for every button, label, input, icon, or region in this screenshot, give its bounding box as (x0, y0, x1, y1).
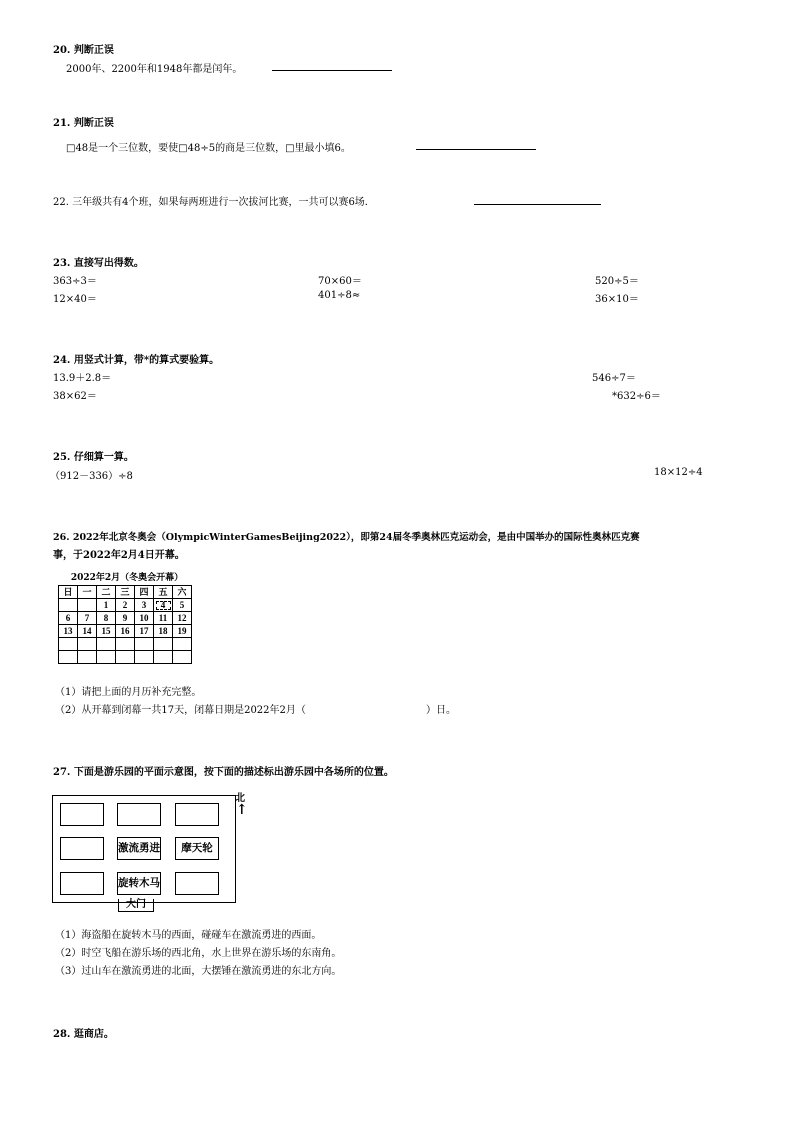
calendar-title: 2022年2月（冬奥会开幕） (70, 573, 184, 583)
map-carousel: 旋转木马 (117, 872, 161, 895)
q27-sub3: （3）过山车在激流勇进的北面，大摆锤在激流勇进的东北方向。 (55, 966, 342, 977)
calendar-cell[interactable] (59, 599, 78, 612)
calendar-cell: 9 (116, 612, 135, 625)
q23-heading: 23. 直接写出得数。 (53, 258, 144, 269)
q24-heading: 24. 用竖式计算，带*的算式要验算。 (53, 355, 220, 366)
calendar-cell[interactable] (78, 651, 97, 664)
q23-item: 12×40＝ (53, 294, 97, 305)
calendar-cell[interactable] (154, 651, 173, 664)
map-gate: 大门 (118, 899, 154, 912)
q20-text: 2000年、2200年和1948年都是闰年。 (66, 64, 243, 75)
calendar-cell: 15 (97, 625, 116, 638)
calendar-week-row (59, 638, 192, 651)
q21-heading: 21. 判断正误 (53, 118, 114, 129)
calendar-week-row (59, 599, 192, 612)
q27-sub2: （2）时空飞船在游乐场的西北角，水上世界在游乐场的东南角。 (55, 948, 342, 959)
calendar-cell: 13 (59, 625, 78, 638)
calendar-cell: 16 (116, 625, 135, 638)
calendar-cell[interactable] (135, 638, 154, 651)
calendar-cell[interactable] (78, 638, 97, 651)
q21-answer-blank[interactable] (416, 149, 536, 150)
q26-sub2-end: ）日。 (426, 705, 456, 716)
calendar-cell[interactable] (173, 651, 192, 664)
q23-item: 520÷5＝ (595, 276, 639, 287)
q26-sub2-start: （2）从开幕到闭幕一共17天，闭幕日期是2022年2月（ (55, 705, 306, 716)
north-arrow-icon: ↑ (236, 802, 248, 818)
q27-sub1: （1）海盗船在旋转木马的西面，碰碰车在激流勇进的西面。 (55, 930, 322, 941)
weekday-cell: 二 (97, 586, 116, 599)
calendar-cell[interactable] (116, 651, 135, 664)
map-slot[interactable] (60, 803, 104, 826)
q21-text: □48是一个三位数，要使□48÷5的商是三位数，□里最小填6。 (66, 143, 351, 154)
calendar-cell[interactable] (59, 651, 78, 664)
q25-item: （912－336）÷8 (50, 471, 133, 482)
calendar-cell: 8 (97, 612, 116, 625)
calendar-cell: 14 (78, 625, 97, 638)
q20-heading: 20. 判断正误 (53, 45, 114, 56)
q26-line1: 26. 2022年北京冬奥会（OlympicWinterGamesBeijing2022），即第24届冬季奥林匹克运动会，是由中国举办的国际性奥林匹克赛 (53, 532, 640, 543)
calendar-cell-opening-day: 4 (154, 599, 173, 612)
q23-item: 70×60＝ (318, 276, 362, 287)
map-slot[interactable] (175, 803, 219, 826)
calendar-cell: 19 (173, 625, 192, 638)
calendar-week-row (59, 651, 192, 664)
calendar-week-row (59, 625, 192, 638)
q23-item: 36×10＝ (595, 294, 639, 305)
calendar-cell[interactable] (97, 638, 116, 651)
q25-item: 18×12÷4 (654, 467, 703, 478)
map-slot[interactable] (60, 872, 104, 895)
calendar-cell[interactable] (154, 638, 173, 651)
map-slot[interactable] (60, 837, 104, 860)
calendar-cell: 7 (78, 612, 97, 625)
q23-item: 363÷3＝ (53, 276, 97, 287)
q26-line2: 事，于2022年2月4日开幕。 (53, 550, 185, 561)
weekday-cell: 五 (154, 586, 173, 599)
map-ferris-wheel: 摩天轮 (175, 837, 219, 860)
weekday-cell: 四 (135, 586, 154, 599)
north-label: 北 (235, 793, 245, 804)
q24-item: *632÷6＝ (612, 391, 661, 402)
park-map (52, 795, 236, 903)
weekday-cell: 日 (59, 586, 78, 599)
calendar-cell[interactable] (173, 638, 192, 651)
q22-answer-blank[interactable] (474, 204, 601, 205)
calendar-cell[interactable] (78, 599, 97, 612)
calendar-cell[interactable] (135, 651, 154, 664)
q23-item: 401÷8≈ (318, 290, 361, 301)
q22-text: 22. 三年级共有4个班，如果每两班进行一次拔河比赛，一共可以赛6场． (53, 197, 375, 208)
q24-item: 38×62＝ (53, 391, 97, 402)
calendar-weekday-row (59, 586, 192, 599)
weekday-cell: 六 (173, 586, 192, 599)
map-slot[interactable] (175, 872, 219, 895)
weekday-cell: 一 (78, 586, 97, 599)
calendar-cell: 2 (116, 599, 135, 612)
calendar-table (58, 585, 192, 664)
calendar-cell: 17 (135, 625, 154, 638)
calendar-cell: 3 (135, 599, 154, 612)
map-rafting: 激流勇进 (117, 837, 161, 860)
calendar-cell: 12 (173, 612, 192, 625)
calendar-cell: 5 (173, 599, 192, 612)
calendar-cell: 11 (154, 612, 173, 625)
q26-sub1: （1）请把上面的月历补充完整。 (55, 687, 202, 698)
q27-heading: 27. 下面是游乐园的平面示意图，按下面的描述标出游乐园中各场所的位置。 (53, 767, 394, 778)
calendar-cell[interactable] (97, 651, 116, 664)
calendar-week-row (59, 612, 192, 625)
q26-answer-blank[interactable] (340, 701, 424, 713)
q20-answer-blank[interactable] (272, 70, 392, 71)
q28-heading: 28. 逛商店。 (53, 1029, 114, 1040)
calendar-cell: 6 (59, 612, 78, 625)
q24-item: 546÷7＝ (592, 373, 636, 384)
calendar-cell[interactable] (59, 638, 78, 651)
calendar-cell[interactable] (116, 638, 135, 651)
calendar-cell: 10 (135, 612, 154, 625)
q24-item: 13.9＋2.8＝ (53, 373, 112, 384)
calendar-cell: 1 (97, 599, 116, 612)
map-slot[interactable] (117, 803, 161, 826)
q25-heading: 25. 仔细算一算。 (53, 452, 134, 463)
calendar-cell: 18 (154, 625, 173, 638)
weekday-cell: 三 (116, 586, 135, 599)
